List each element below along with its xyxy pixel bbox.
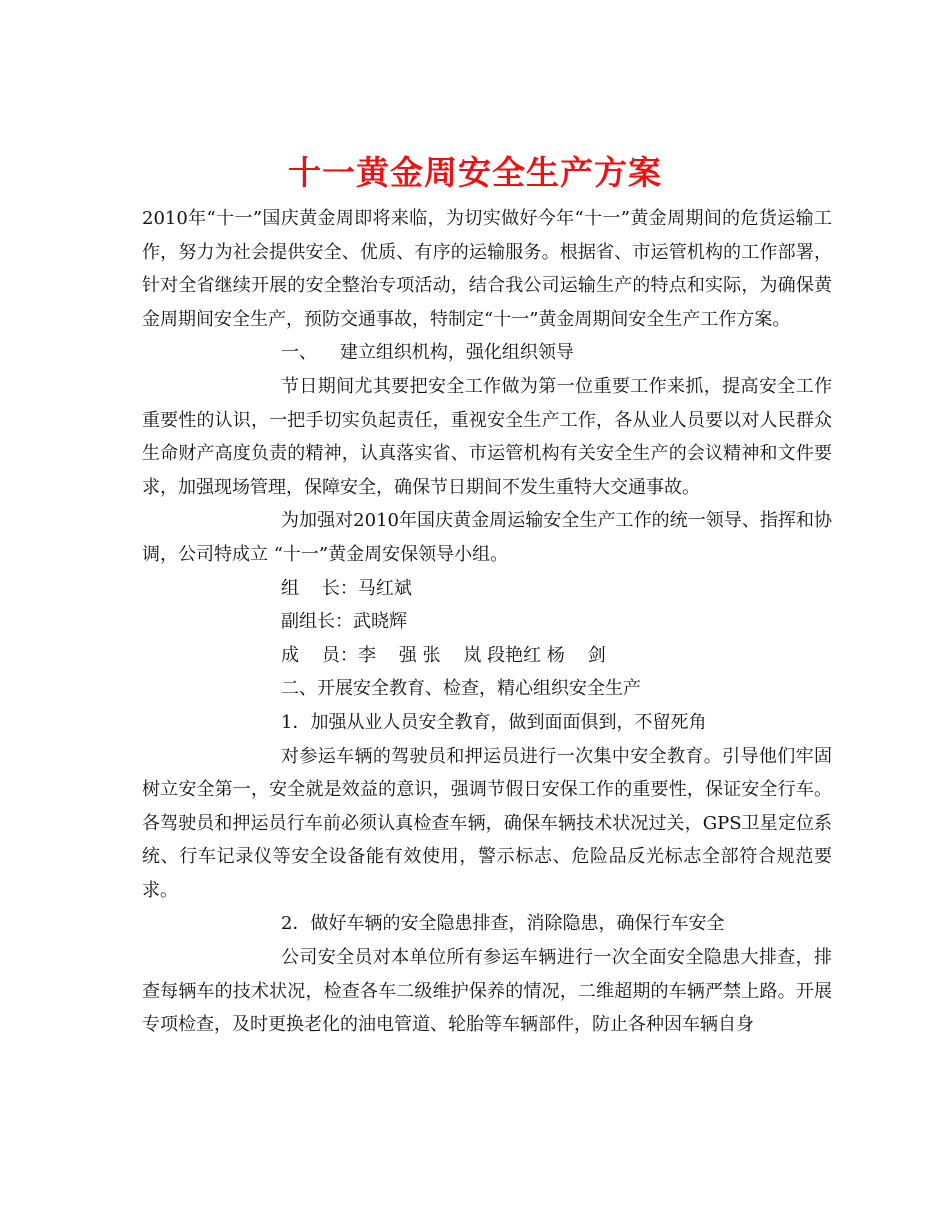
section-heading-1: 一、 建立组织机构，强化组织领导 (281, 342, 574, 364)
subheading-2: 2．做好车辆的安全隐患排查，消除隐患，确保行车安全 (281, 913, 725, 935)
group-leader-line: 组 长：马红斌 (281, 577, 412, 599)
paragraph-leadership: 节日期间尤其要把安全工作做为第一位重要工作来抓，提高安全工作重要性的认识，一把手切实负起责任，重视安全生产工作，各从业人员要以对人民群众生命财产高度负责的精神，认真落实省、市运管机构有关安全生产的会议精神和文件要求，加强现场管理，保障安全，确保节日期间不发生重特大交通事故。 (142, 375, 832, 498)
paragraph-education: 对参运车辆的驾驶员和押运员进行一次集中安全教育。引导他们牢固树立安全第一，安全就是效益的意识，强调节假日安保工作的重要性，保证安全行车。各驾驶员和押运员行车前必须认真检查车辆，确保车辆技术状况过关，GPS卫星定位系统、行车记录仪等安全设备能有效使用，警示标志、危险品反光标志全部符合规范要求。 (142, 745, 832, 901)
members-line: 成 员：李 强 张 岚 段艳红 杨 剑 (281, 644, 606, 666)
paragraph-inspection: 公司安全员对本单位所有参运车辆进行一次全面安全隐患大排查，排查每辆车的技术状况，检查各车二级维护保养的情况，二维超期的车辆严禁上路。开展专项检查，及时更换老化的油电管道、轮胎等车辆部件，防止各种因车辆自身 (142, 947, 832, 1036)
paragraph-group-setup: 为加强对2010年国庆黄金周运输安全生产工作的统一领导、指挥和协调，公司特成立 “十一”黄金周安保领导小组。 (142, 510, 832, 565)
document-body (142, 202, 832, 1042)
document-title: 十一黄金周安全生产方案 (288, 153, 662, 193)
section-heading-2: 二、开展安全教育、检查，精心组织安全生产 (281, 678, 641, 700)
subheading-1: 1．加强从业人员安全教育，做到面面俱到，不留死角 (281, 711, 707, 733)
deputy-leader-line: 副组长：武晓辉 (281, 611, 407, 633)
paragraph-intro: 2010年“十一”国庆黄金周即将来临，为切实做好今年“十一”黄金周期间的危货运输工作，努力为社会提供安全、优质、有序的运输服务。根据省、市运管机构的工作部署，针对全省继续开展的安全整治专项活动，结合我公司运输生产的特点和实际，为确保黄金周期间安全生产，预防交通事故，特制定“十一”黄金周期间安全生产工作方案。 (142, 208, 832, 330)
